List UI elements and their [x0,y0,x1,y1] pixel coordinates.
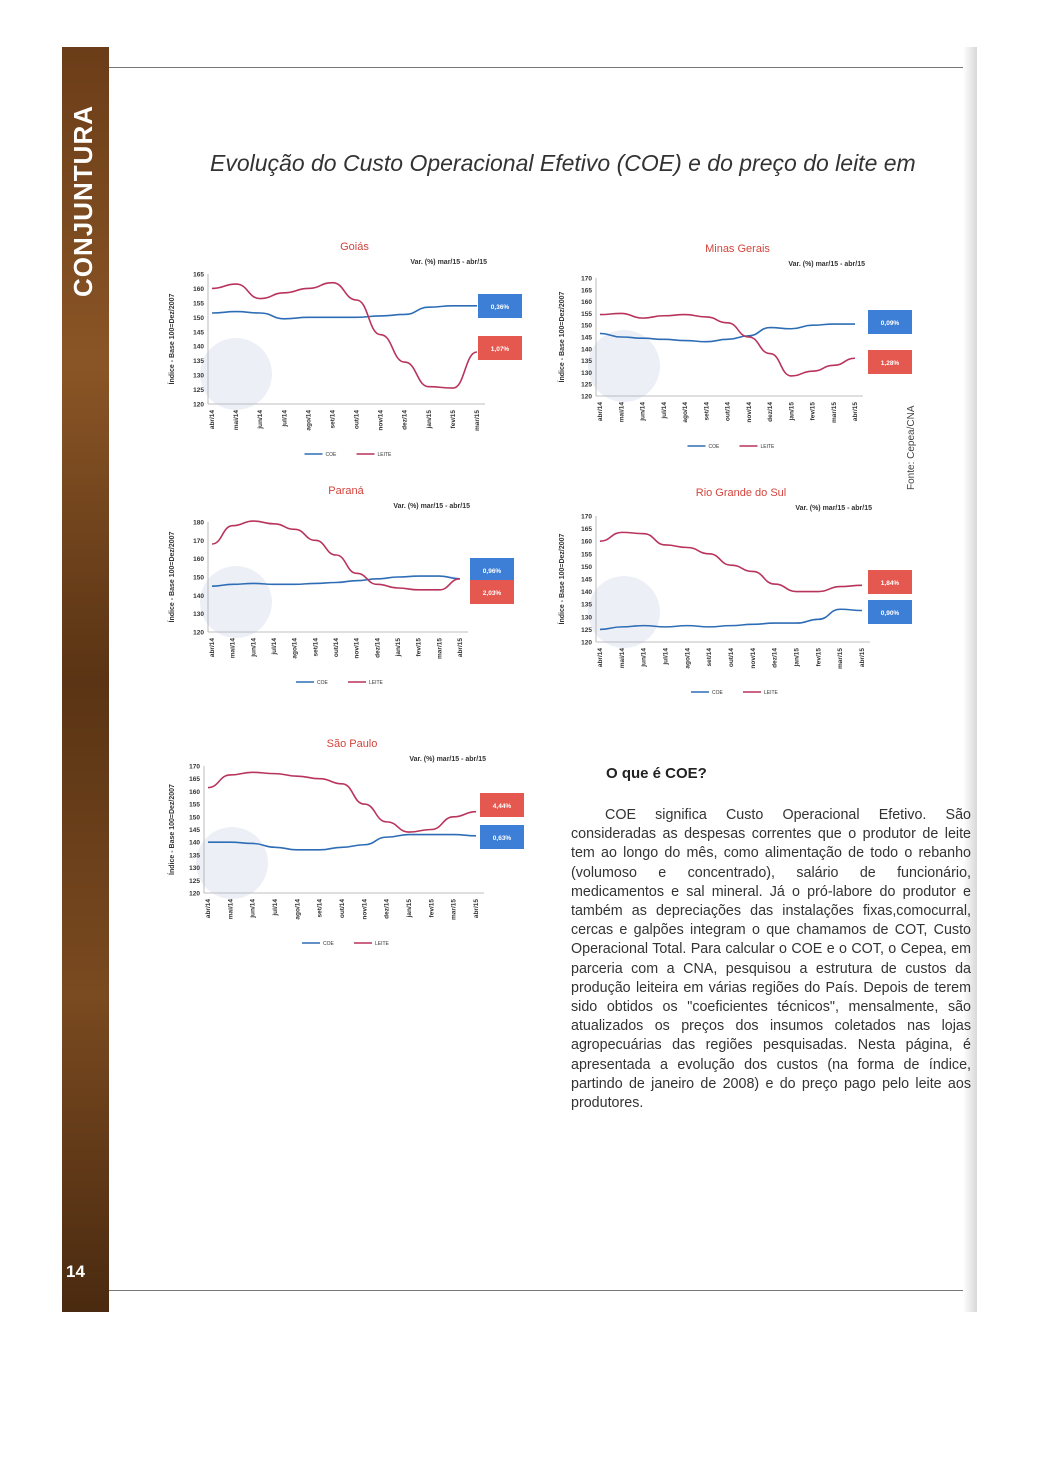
y-tick-label: 155 [581,551,592,559]
variation-badge-label: 0,90% [880,610,900,617]
chart-minas-gerais [550,238,920,468]
source-note: Fonte: Cepea/CNA [906,405,917,490]
y-tick-label: 160 [189,788,200,796]
x-tick-label: jul/14 [271,638,278,655]
x-tick-label: set/14 [703,402,711,421]
x-tick-label: mar/15 [450,899,458,920]
var-label: Var. (%) mar/15 - abr/15 [788,261,865,268]
chart-title: Rio Grande do Sul [695,487,787,499]
y-tick-label: 180 [193,519,204,527]
x-tick-label: set/14 [329,410,337,429]
chart-parana [160,480,530,705]
chart-title: São Paulo [326,738,378,750]
y-tick-label: 135 [581,601,592,609]
y-tick-label: 135 [581,358,592,366]
y-tick-label: 125 [581,381,592,389]
x-tick-label: dez/14 [767,402,774,422]
y-tick-label: 140 [189,839,200,847]
x-tick-label: nov/14 [749,648,757,669]
x-tick-label: out/14 [333,638,340,658]
x-tick-label: set/14 [316,899,324,918]
y-tick-label: 140 [193,592,204,600]
chart-title: Goiás [340,241,369,253]
y-tick-label: 145 [581,334,592,342]
chart-title: Minas Gerais [705,243,770,255]
globe-watermark [200,566,272,638]
y-tick-label: 150 [193,314,204,322]
x-tick-label: fev/15 [809,402,817,421]
x-tick-label: jan/15 [425,410,433,429]
x-tick-label: abr/15 [457,638,464,658]
x-tick-label: ago/14 [291,638,299,659]
y-tick-label: 150 [581,322,592,330]
y-axis-label: Índice - Base 100=Dez/2007 [559,533,566,625]
x-tick-label: nov/14 [745,402,753,423]
x-tick-label: nov/14 [353,638,361,659]
legend-label: LEITE [764,690,778,696]
y-tick-label: 160 [581,538,592,546]
y-tick-label: 160 [193,556,204,564]
x-tick-label: abr/15 [852,402,859,422]
y-axis-label: Índice - Base 100=Dez/2007 [169,293,176,385]
y-tick-label: 170 [193,537,204,545]
x-tick-label: dez/14 [771,648,779,668]
x-tick-label: set/14 [706,648,714,667]
variation-badge-label: 0,09% [880,320,900,327]
var-label: Var. (%) mar/15 - abr/15 [393,503,470,510]
y-tick-label: 165 [189,776,200,784]
y-tick-label: 130 [189,865,200,873]
x-tick-label: jan/15 [406,899,413,918]
x-tick-label: jul/14 [662,648,670,665]
x-tick-label: abr/14 [205,899,212,919]
page-edge-shadow [963,47,977,1312]
y-tick-label: 140 [193,343,204,351]
x-tick-label: jul/14 [281,410,289,427]
article-heading: O que é COE? [606,765,707,782]
x-tick-label: jun/14 [249,899,257,918]
legend-label: COE [712,690,723,696]
y-tick-label: 145 [193,329,204,337]
page-number: 14 [66,1262,85,1281]
x-tick-label: ago/14 [684,648,692,669]
y-tick-label: 135 [189,852,200,860]
y-tick-label: 165 [581,526,592,534]
y-tick-label: 165 [581,287,592,295]
globe-watermark [588,330,660,402]
bottom-rule [109,1290,975,1291]
series-line-coe [212,306,477,319]
y-tick-label: 170 [581,275,592,283]
x-tick-label: jul/14 [660,402,668,419]
variation-badge-label: 0,96% [482,568,502,575]
x-tick-label: mar/15 [837,648,845,669]
legend-label: COE [323,941,334,947]
page-title: Evolução do Custo Operacional Efetivo (COE) e do preço do leite em [210,150,916,176]
x-tick-label: mai/14 [618,648,626,669]
x-tick-label: mai/14 [227,899,235,920]
x-tick-label: mar/15 [830,402,838,423]
globe-watermark [196,827,268,899]
y-tick-label: 130 [581,369,592,377]
var-label: Var. (%) mar/15 - abr/15 [795,505,872,512]
y-tick-label: 160 [193,285,204,293]
variation-badge-label: 0,36% [490,304,510,311]
variation-badge-label: 1,07% [490,346,510,353]
y-tick-label: 140 [581,589,592,597]
x-tick-label: dez/14 [374,638,382,658]
top-rule [109,67,975,68]
y-tick-label: 155 [189,801,200,809]
x-tick-label: out/14 [724,402,732,422]
globe-watermark [588,576,660,648]
x-tick-label: ago/14 [682,402,689,423]
x-tick-label: out/14 [339,899,346,919]
x-tick-label: dez/14 [401,410,409,430]
series-line-leite [208,772,476,832]
y-tick-label: 120 [193,629,204,637]
y-tick-label: 140 [581,346,592,354]
legend-label: LEITE [375,941,389,947]
chart-sao-paulo [160,733,530,953]
x-tick-label: fev/15 [815,648,823,667]
chart-rio-grande-do-sul [550,482,920,702]
var-label: Var. (%) mar/15 - abr/15 [409,756,486,763]
var-label: Var. (%) mar/15 - abr/15 [410,259,487,266]
chart-title: Paraná [328,485,364,497]
variation-badge-label: 0,63% [492,835,512,842]
y-tick-label: 155 [193,300,204,308]
y-tick-label: 135 [193,358,204,366]
y-axis-label: Índice - Base 100=Dez/2007 [559,291,566,383]
variation-badge-label: 2,03% [482,590,502,597]
y-tick-label: 130 [193,611,204,619]
y-tick-label: 170 [189,763,200,771]
y-tick-label: 120 [581,393,592,401]
x-tick-label: abr/14 [597,402,604,422]
legend-label: COE [708,444,720,450]
chart-goias [160,236,530,466]
y-tick-label: 150 [193,574,204,582]
y-tick-label: 130 [193,372,204,380]
y-tick-label: 165 [193,271,204,279]
x-tick-label: out/14 [728,648,735,668]
legend-label: LEITE [377,452,392,458]
y-tick-label: 130 [581,614,592,622]
y-tick-label: 125 [193,387,204,395]
y-tick-label: 145 [189,827,200,834]
x-tick-label: abr/15 [859,648,866,668]
x-tick-label: jun/14 [257,410,265,429]
y-tick-label: 170 [581,513,592,521]
x-tick-label: mar/15 [474,410,481,431]
legend-label: LEITE [760,444,775,450]
legend-label: COE [325,452,337,458]
x-tick-label: abr/14 [209,638,216,658]
x-tick-label: jan/15 [788,402,796,421]
y-axis-label: Índice - Base 100=Dez/2007 [169,531,176,623]
x-tick-label: fev/15 [449,410,457,429]
variation-badge-label: 4,44% [492,803,512,810]
x-tick-label: abr/14 [597,648,604,668]
x-tick-label: abr/15 [473,899,480,919]
variation-badge-label: 1,28% [880,360,900,367]
x-tick-label: jul/14 [272,899,279,916]
y-tick-label: 120 [193,401,204,409]
x-tick-label: jun/14 [639,402,647,421]
y-tick-label: 150 [189,814,200,822]
article-body: COE significa Custo Operacional Efetivo. São consideradas as despesas correntes que o produtor de leite tem ao longo do mês, como alimentação de todo o rebanho (volumoso e concentrado), salário de funcionário, medicamentos e sal mineral. Já o pró-labore do produtor e também as depreciações das instalações fixas,comocurral, cercas e galpões integram o que chamamos de COT, Custo Operacional Total. Para calcular o COE e o COT, o Cepea, em parceria com a CNA, pesquisou a estrutura de custos da produção leiteira em várias regiões do País. Depois de terem sido obtidos os "coeficientes técnicos", mensalmente, são atualizados os preços dos insumos coletados nas lojas agropecuárias das regiões pesquisadas. Nesta página, é apresentada a evolução dos custos (na forma de índice, partindo de janeiro de 2008) e do preço pago pelo leite aos produtores. [571,807,971,1112]
y-tick-label: 125 [189,877,200,885]
x-tick-label: set/14 [312,638,320,657]
x-tick-label: mai/14 [229,638,237,659]
y-tick-label: 160 [581,299,592,307]
x-tick-label: jun/14 [640,648,648,667]
globe-watermark [200,338,272,410]
x-tick-label: jan/15 [793,648,801,667]
y-tick-label: 120 [189,890,200,898]
legend-label: COE [317,680,328,686]
x-tick-label: abr/14 [209,410,216,430]
x-tick-label: jun/14 [250,638,258,657]
x-tick-label: out/14 [353,410,361,430]
x-tick-label: mar/15 [436,638,444,659]
x-tick-label: ago/14 [294,899,302,920]
variation-badge-label: 1,84% [880,580,900,587]
x-tick-label: nov/14 [377,410,385,431]
y-axis-label: Índice - Base 100=Dez/2007 [169,784,176,875]
x-tick-label: mai/14 [233,410,241,431]
x-tick-label: nov/14 [361,899,369,920]
y-tick-label: 125 [581,626,592,634]
x-tick-label: jan/15 [395,638,402,657]
y-tick-label: 120 [581,639,592,647]
x-tick-label: ago/14 [305,410,313,431]
y-tick-label: 150 [581,563,592,571]
x-tick-label: dez/14 [383,899,391,919]
y-tick-label: 155 [581,310,592,318]
legend-label: LEITE [369,680,383,686]
y-tick-label: 145 [581,576,592,584]
x-tick-label: fev/15 [415,638,423,657]
x-tick-label: mai/14 [618,402,626,423]
x-tick-label: fev/15 [428,899,436,918]
